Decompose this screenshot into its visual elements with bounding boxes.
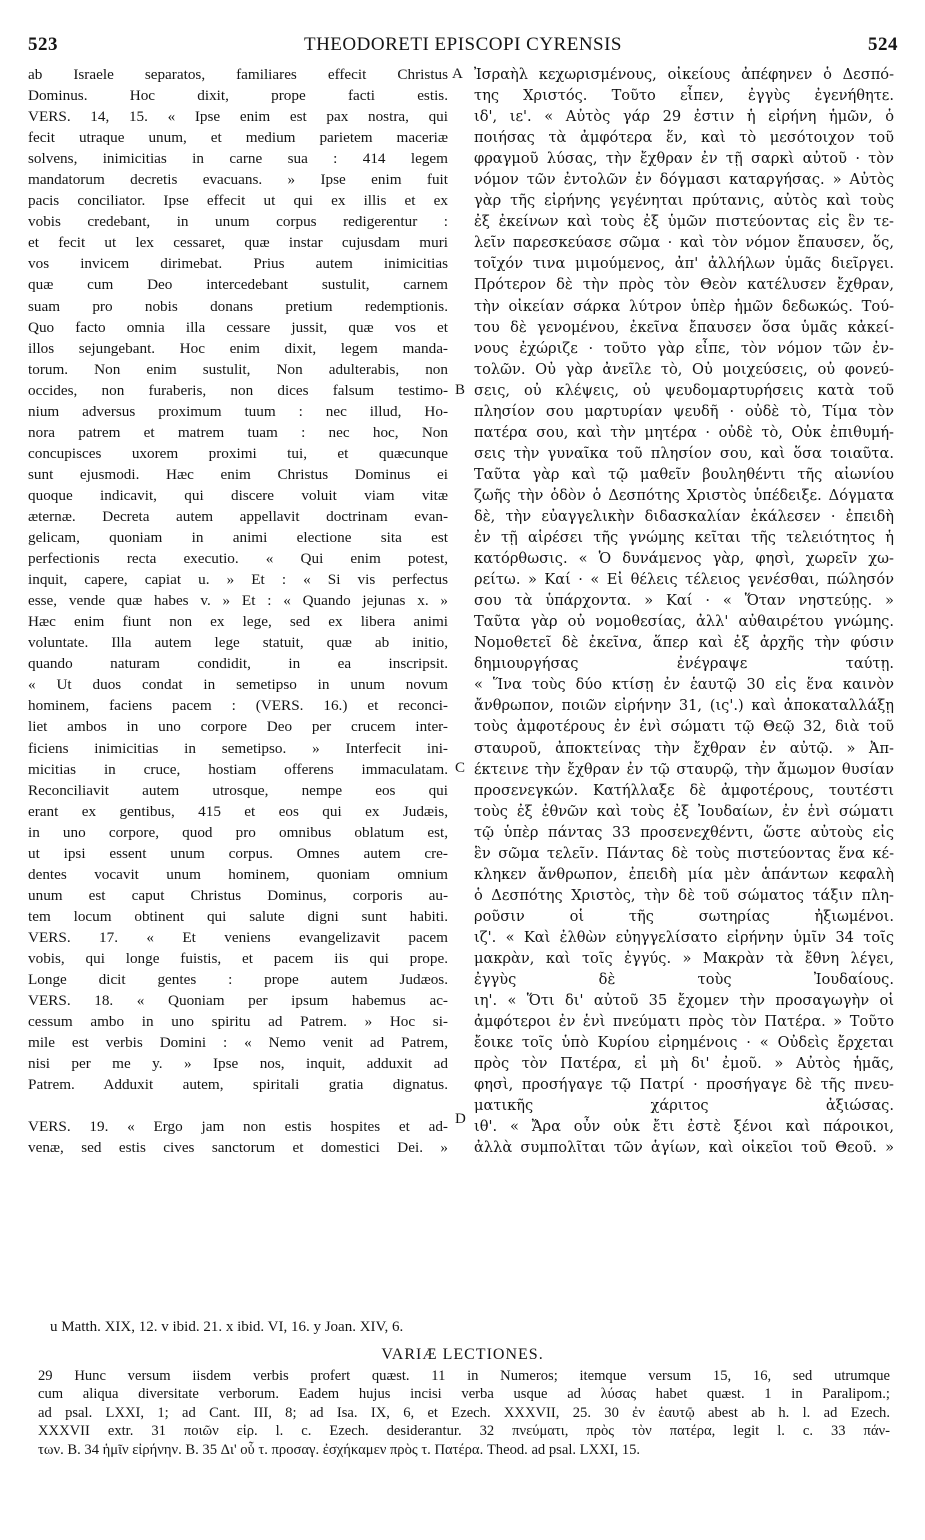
- latin-text-line: tem locum obtinent qui salute digni sunt habiti.: [28, 907, 448, 925]
- variae-lectiones-title: VARIÆ LECTIONES.: [381, 1346, 544, 1363]
- greek-text-line: φραγμοῦ λύσας, τὴν ἔχθραν ἐν τῇ σαρκὶ αὐτοῦ · τὸν: [474, 150, 894, 168]
- latin-text-line: dentes vocavit unum hominem, quoniam omnium: [28, 865, 448, 883]
- latin-text-line: illos sejungebant. Hoc enim dixit, legem manda-: [28, 339, 448, 357]
- latin-text-line: Reconciliavit autem utrosque, nempe eos qui: [28, 781, 448, 799]
- page-number-left: 523: [28, 34, 58, 55]
- latin-text-line: mandatorum decretis evacuans. » Ipse enim fuit: [28, 171, 448, 189]
- greek-text-line: πρὸς τὸν Πατέρα, εἰ μὴ δι' ἐμοῦ. » Αὐτὸς ἡμᾶς,: [474, 1055, 894, 1073]
- latin-text-line: erant ex gentibus, 415 et eos qui ex Judæis,: [28, 802, 448, 820]
- latin-text-line: hominem, faciens pacem : (VERS. 16.) et reconci-: [28, 697, 448, 715]
- greek-text-line: ιδ', ιε'. « Αὐτὸς γάρ 29 ἐστιν ἡ εἰρήνη ἡμῶν, ὁ: [474, 108, 894, 126]
- greek-text-line: δημιουργήσας ἐνέγραψε ταύτῃ.: [474, 655, 894, 673]
- greek-text-line: πλησίον σου μαρτυρίαν ψευδῆ · οὐδὲ τὸ, Τίμα τὸν: [474, 402, 894, 420]
- latin-text-line: Longe dicit gentes : prope autem Judæos.: [28, 971, 448, 989]
- greek-text-line: λεῖν παρεσκεύασε σῶμα · καὶ τὸν νόμον ἔπαυσεν, ὅς,: [474, 234, 894, 252]
- greek-text-line: ἐγγὺς δὲ τοὺς Ἰουδαίους.: [474, 971, 894, 989]
- latin-text-line: VERS. 19. « Ergo jam non estis hospites et ad-: [28, 1118, 448, 1136]
- latin-text-line: Patrem. Adduxit autem, spiritali gratia dignatus.: [28, 1076, 448, 1094]
- greek-text-line: σεις τὴν γυναῖκα τοῦ πλησίον σου, καὶ ὅσα τοιαῦτα.: [474, 444, 894, 462]
- greek-text-line: τοὺς ἀμφοτέρους ἐν ἑνὶ σώματι τῷ Θεῷ 32, διὰ τοῦ: [474, 718, 894, 736]
- greek-text-line: « Ἵνα τοὺς δύο κτίσῃ ἐν ἑαυτῷ 30 εἰς ἕνα καινὸν: [474, 676, 894, 694]
- latin-text-line: ab Israele separatos, familiares effecit Christus: [28, 66, 448, 83]
- footnotes: u Matth. XIX, 12. v ibid. 21. x ibid. VI, 16. y Joan. XIV, 6.: [50, 1319, 404, 1335]
- latin-text-line: et fecit ut lex cessaret, quæ instar cujusdam muri: [28, 234, 448, 252]
- greek-text-line: μακρὰν, καὶ τοῖς ἐγγύς. » Μακρὰν τὰ ἔθνη λέγει,: [474, 949, 894, 967]
- greek-text-line: ἐν τῇ αἱρέσει τῆς γνώμης κεῖται τῆς τελειότητος ἡ: [474, 529, 894, 547]
- margin-letter-c: C: [455, 760, 466, 776]
- greek-text-line: ζωῆς τὴν ὁδὸν ὁ Δεσπότης Χριστὸς ὑπέδειξε. Δόγματα: [474, 486, 894, 504]
- running-header: [28, 34, 898, 60]
- latin-text-line: suam pro nobis donans pretium redemptionis.: [28, 297, 448, 315]
- greek-text-line: ἄνθρωπον, ποιῶν εἰρήνην 31, (ις'.) καὶ ἀποκαταλλάξῃ: [474, 697, 894, 715]
- greek-text-line: κληκεν ἄνθρωπον, ἐπειδὴ μία μὲν ἁπάντων κεφαλὴ: [474, 865, 894, 883]
- margin-letter-a: A: [452, 66, 463, 82]
- greek-text-line: σταυροῦ, ἀποκτείνας τὴν ἔχθραν ἐν αὐτῷ. » Ἀπ-: [474, 739, 894, 757]
- greek-text-line: της Χριστός. Τοῦτο εἶπεν, ἐγγὺς ἐγενήθητε.: [474, 87, 894, 105]
- latin-text-line: VERS. 17. « Et veniens evangelizavit pacem: [28, 928, 448, 946]
- greek-text-line: ιζ'. « Καὶ ἐλθὼν εὐηγγελίσατο εἰρήνην ὑμῖν 34 τοῖς: [474, 928, 894, 946]
- greek-text-line: κατόρθωσις. « Ὁ δυνάμενος γὰρ, φησὶ, χωρεῖν χω-: [474, 550, 894, 568]
- latin-text-line: inquit, capere, capiat u. » Et : « Si vis perfectus: [28, 571, 448, 589]
- latin-text-line: occides, non furaberis, non dices falsum testimo-: [28, 381, 448, 399]
- latin-text-line: nisi per me y. » Ipse nos, inquit, adduxit ad: [28, 1055, 448, 1073]
- latin-text-line: sunt ejusmodi. Hæc enim Christus Dominus ei: [28, 465, 448, 483]
- latin-column: [28, 64, 448, 1158]
- variae-lectiones: [38, 1367, 890, 1459]
- greek-text-line: Πρότερον δὲ τὴν πρὸς τὸν Θεὸν κατέλυσεν ἔχθραν,: [474, 276, 894, 294]
- greek-text-line: τὴν οἰκείαν σάρκα λύτρον ὑπὲρ ἡμῶν δεδωκώς. Τού-: [474, 297, 894, 315]
- variae-line: XXXVII extr. 31 ποιῶν εἰρ. l. c. Ezech. desiderantur. 32 πνεύματι, πρὸς τὸν πατέρα, legit l. c. 33 πάν-: [38, 1423, 890, 1440]
- greek-text-line: Ἰσραὴλ κεχωρισμένους, οἰκείους ἀπέφηνεν ὁ Δεσπό-: [474, 66, 894, 83]
- greek-text-line: σεις, οὐ κλέψεις, οὐ ψευδομαρτυρήσεις κατὰ τοῦ: [474, 381, 894, 399]
- greek-text-line: τῷ ὑπὲρ πάντας 33 προσενεχθέντι, ὥστε αὐτοὺς εἰς: [474, 823, 894, 841]
- greek-text-line: ιη'. « Ὅτι δι' αὐτοῦ 35 ἔχομεν τὴν προσαγωγὴν οἱ: [474, 992, 894, 1010]
- greek-text-line: φησὶ, προσήγαγε τῷ Πατρί · προσήγαγε δὲ τῆς πνευ-: [474, 1076, 894, 1094]
- greek-text-line: τοὺς ἐξ ἐθνῶν καὶ τοὺς ἐξ Ἰουδαίων, ἐν ἑνὶ σώματι: [474, 802, 894, 820]
- greek-text-line: προσενεγκών. Κατήλλαξε δὲ ἀμφοτέρους, τουτέστι: [474, 781, 894, 799]
- latin-text-line: quando naturam condidit, in ea inscripsit.: [28, 655, 448, 673]
- greek-column: [474, 64, 894, 1158]
- latin-text-line: pacis conciliator. Ipse effecit ut qui ex illis et ex: [28, 192, 448, 210]
- greek-text-line: πατέρα σου, καὶ τὴν μητέρα · οὐδὲ τὸ, Οὐκ ἐπιθυμή-: [474, 423, 894, 441]
- latin-text-line: vobis, qui longe fuistis, et pacem iis qui prope.: [28, 949, 448, 967]
- latin-text-line: in uno corpore, quod pro omnibus oblatum est,: [28, 823, 448, 841]
- greek-text-line: Νομοθετεῖ δὲ ἐκεῖνα, ἅπερ καὶ ἐξ ἀρχῆς τὴν φύσιν: [474, 634, 894, 652]
- latin-text-line: vobis credebant, in unum corpus redigerentur :: [28, 213, 448, 231]
- greek-text-line: τολῶν. Οὐ γὰρ ἀνεῖλε τὸ, Οὐ μοιχεύσεις, οὐ φονεύ-: [474, 360, 894, 378]
- variae-line: 29 Hunc versum iisdem verbis profert quæst. 11 in Numeros; itemque versum 15, 16, sed utrumque: [38, 1368, 890, 1384]
- margin-letter-d: D: [455, 1111, 466, 1127]
- latin-text-line: cessum ambo in uno spiritu ad Patrem. » Hoc si-: [28, 1013, 448, 1031]
- greek-text-line: του δὲ γενομένου, ἐκεῖνα ἔπαυσεν ὅσα ὑμᾶς κἀκεί-: [474, 318, 894, 336]
- greek-text-line: ρείτω. » Καί · « Εἰ θέλεις τέλειος γενέσθαι, πώλησόν: [474, 571, 894, 589]
- variae-line: των. B. 34 ἡμῖν εἰρήνην. B. 35 Δι' οὗ τ. προσαγ. ἐσχήκαμεν πρὸς τ. Πατέρα. Theod. ad psal. LXXI, 15.: [38, 1441, 641, 1458]
- greek-text-line: Ταῦτα γὰρ καὶ τῷ μαθεῖν βουληθέντι τῆς αἰωνίου: [474, 465, 894, 483]
- latin-text-line: concupisces uxorem proximi tui, et quæcunque: [28, 444, 448, 462]
- latin-text-line: nium adversus proximum tuum : nec illud, Ho-: [28, 402, 448, 420]
- greek-text-line: ἀμφότεροι ἐν ἑνὶ πνεύματι πρὸς τὸν Πατέρα. » Τοῦτο: [474, 1013, 894, 1031]
- latin-text-line: Dominus. Hoc dixit, prope facti estis.: [28, 87, 448, 105]
- latin-text-line: perfectionis recta executio. « Qui enim potest,: [28, 550, 448, 568]
- greek-text-line: ἔοικε τοῖς ὑπὸ Κυρίου εἰρημένοις · « Οὐδεὶς ἔρχεται: [474, 1034, 894, 1052]
- latin-text-line: solvens, inimicitias in carne sua : 414 legem: [28, 150, 448, 168]
- latin-text-line: æternæ. Decreta autem appellavit doctrinam evan-: [28, 507, 448, 525]
- latin-text-line: torum. Non enim sustulit, Non adulterabis, non: [28, 360, 448, 378]
- latin-text-line: ut ipsi essent unum corpus. Omnes autem cre-: [28, 844, 448, 862]
- greek-text-line: ὁ Δεσπότης Χριστὸς, τὴν δὲ τοῦ σώματος τάξιν πλη-: [474, 886, 894, 904]
- latin-text-line: liet ambos in uno corpore Deo per crucem inter-: [28, 718, 448, 736]
- greek-text-line: Ταῦτα γὰρ οὐ νομοθεσίας, ἀλλ' αὐθαιρέτου γνώμης.: [474, 613, 894, 631]
- latin-text-line: venæ, sed estis cives sanctorum et domestici Dei. »: [28, 1139, 448, 1157]
- latin-text-line: fecit utraque unum, et medium parietem maceriæ: [28, 129, 448, 147]
- latin-text-line: Quo facto omnia illa cessare jussit, quæ vos et: [28, 318, 448, 336]
- greek-text-line: ιθ'. « Ἄρα οὖν οὐκ ἔτι ἐστὲ ξένοι καὶ πάροικοι,: [474, 1118, 894, 1136]
- greek-text-line: δὲ, τὴν εὐαγγελικὴν διδασκαλίαν ἐκάλεσεν · ἐπειδὴ: [474, 507, 894, 525]
- latin-text-line: Hæc enim fiunt non ex lege, sed ex libera animi: [28, 613, 448, 631]
- latin-text-line: VERS. 14, 15. « Ipse enim est pax nostra, qui: [28, 108, 448, 126]
- greek-text-line: γὰρ τῆς εἰρήνης γεγένηται πρύτανις, αὐτὸς καὶ τοὺς: [474, 192, 894, 210]
- greek-text-line: ἓν σῶμα τελεῖν. Πάντας δὲ τοὺς πιστεύοντας ἕνα κέ-: [474, 844, 894, 862]
- running-title: THEODORETI EPISCOPI CYRENSIS: [303, 34, 623, 55]
- greek-text-line: έκτεινε τὴν ἔχθραν ἐν τῷ σταυρῷ, τὴν ἄμωμον θυσίαν: [474, 760, 894, 778]
- latin-text-line: ficiens inimicitias in semetipso. » Interfecit ini-: [28, 739, 448, 757]
- greek-text-line: σου τὰ ὑπάρχοντα. » Καί · « Ὅταν νηστεύῃς. »: [474, 592, 894, 610]
- greek-text-line: ἀλλὰ συμπολῖται τῶν ἁγίων, καὶ οἰκεῖοι τοῦ Θεοῦ. »: [474, 1139, 894, 1157]
- margin-letter-b: B: [455, 382, 466, 398]
- greek-text-line: ροῦσιν οἱ τῆς σωτηρίας ἠξιωμένοι.: [474, 907, 894, 925]
- greek-text-line: ματικῆς χάριτος ἀξιώσας.: [474, 1097, 894, 1115]
- latin-text-line: VERS. 18. « Quoniam per ipsum habemus ac-: [28, 992, 448, 1010]
- latin-text-line: unum est caput Christus Dominus, corporis au-: [28, 886, 448, 904]
- latin-text-line: vos invicem dirimebat. Prius autem inimicitias: [28, 255, 448, 273]
- greek-text-line: ποιήσας τὰ ἀμφότερα ἕν, καὶ τὸ μεσότοιχον τοῦ: [474, 129, 894, 147]
- latin-text-line: [28, 1095, 448, 1116]
- latin-text-line: voluntate. Illa autem lege statuit, quæ ab initio,: [28, 634, 448, 652]
- greek-text-line: νους ἐχώριζε · τοῦτο γὰρ εἶπε, τὸν νόμον τῶν ἐν-: [474, 339, 894, 357]
- latin-text-line: esse, vende quæ habes v. » Et : « Quando jejunas x. »: [28, 592, 448, 610]
- latin-text-line: nora patrem et matrem tuam : nec hoc, Non: [28, 423, 448, 441]
- greek-text-line: ἐξ ἐκείνων καὶ τοὺς ἐξ ὑμῶν πιστεύοντας εἰς ἓν τε-: [474, 213, 894, 231]
- latin-text-line: quoque indicavit, qui discere voluit viam vitæ: [28, 486, 448, 504]
- page-number-right: 524: [868, 34, 898, 55]
- latin-text-line: mile est verbis Domini : « Nemo venit ad Patrem,: [28, 1034, 448, 1052]
- latin-text-line: micitias in cruce, hostiam offerens immaculatam.: [28, 760, 448, 778]
- greek-text-line: νόμον τῶν ἐντολῶν ἐν δόγμασι καταργήσας. » Αὐτὸς: [474, 171, 894, 189]
- greek-text-line: τοῖχόν τινα μιμούμενος, ἀπ' ἀλλήλων ὑμᾶς διεῖργει.: [474, 255, 894, 273]
- latin-text-line: quæ cum Deo intercedebant sustulit, carnem: [28, 276, 448, 294]
- latin-text-line: « Ut duos condat in semetipso in unum novum: [28, 676, 448, 694]
- variae-line: cum aliqua diversitate verborum. Eadem hujus incisi verba usque ad λύσας habet quæst. 1 in Paralipom.;: [38, 1386, 890, 1403]
- variae-line: ad psal. LXXI, 1; ad Cant. III, 8; ad Isa. IX, 6, et Ezech. XXXVII, 25. 30 ἐν ἑαυτῷ abest ab h. l. ad Ezech.: [38, 1404, 890, 1421]
- latin-text-line: gelicam, quoniam in animi electione sita est: [28, 529, 448, 547]
